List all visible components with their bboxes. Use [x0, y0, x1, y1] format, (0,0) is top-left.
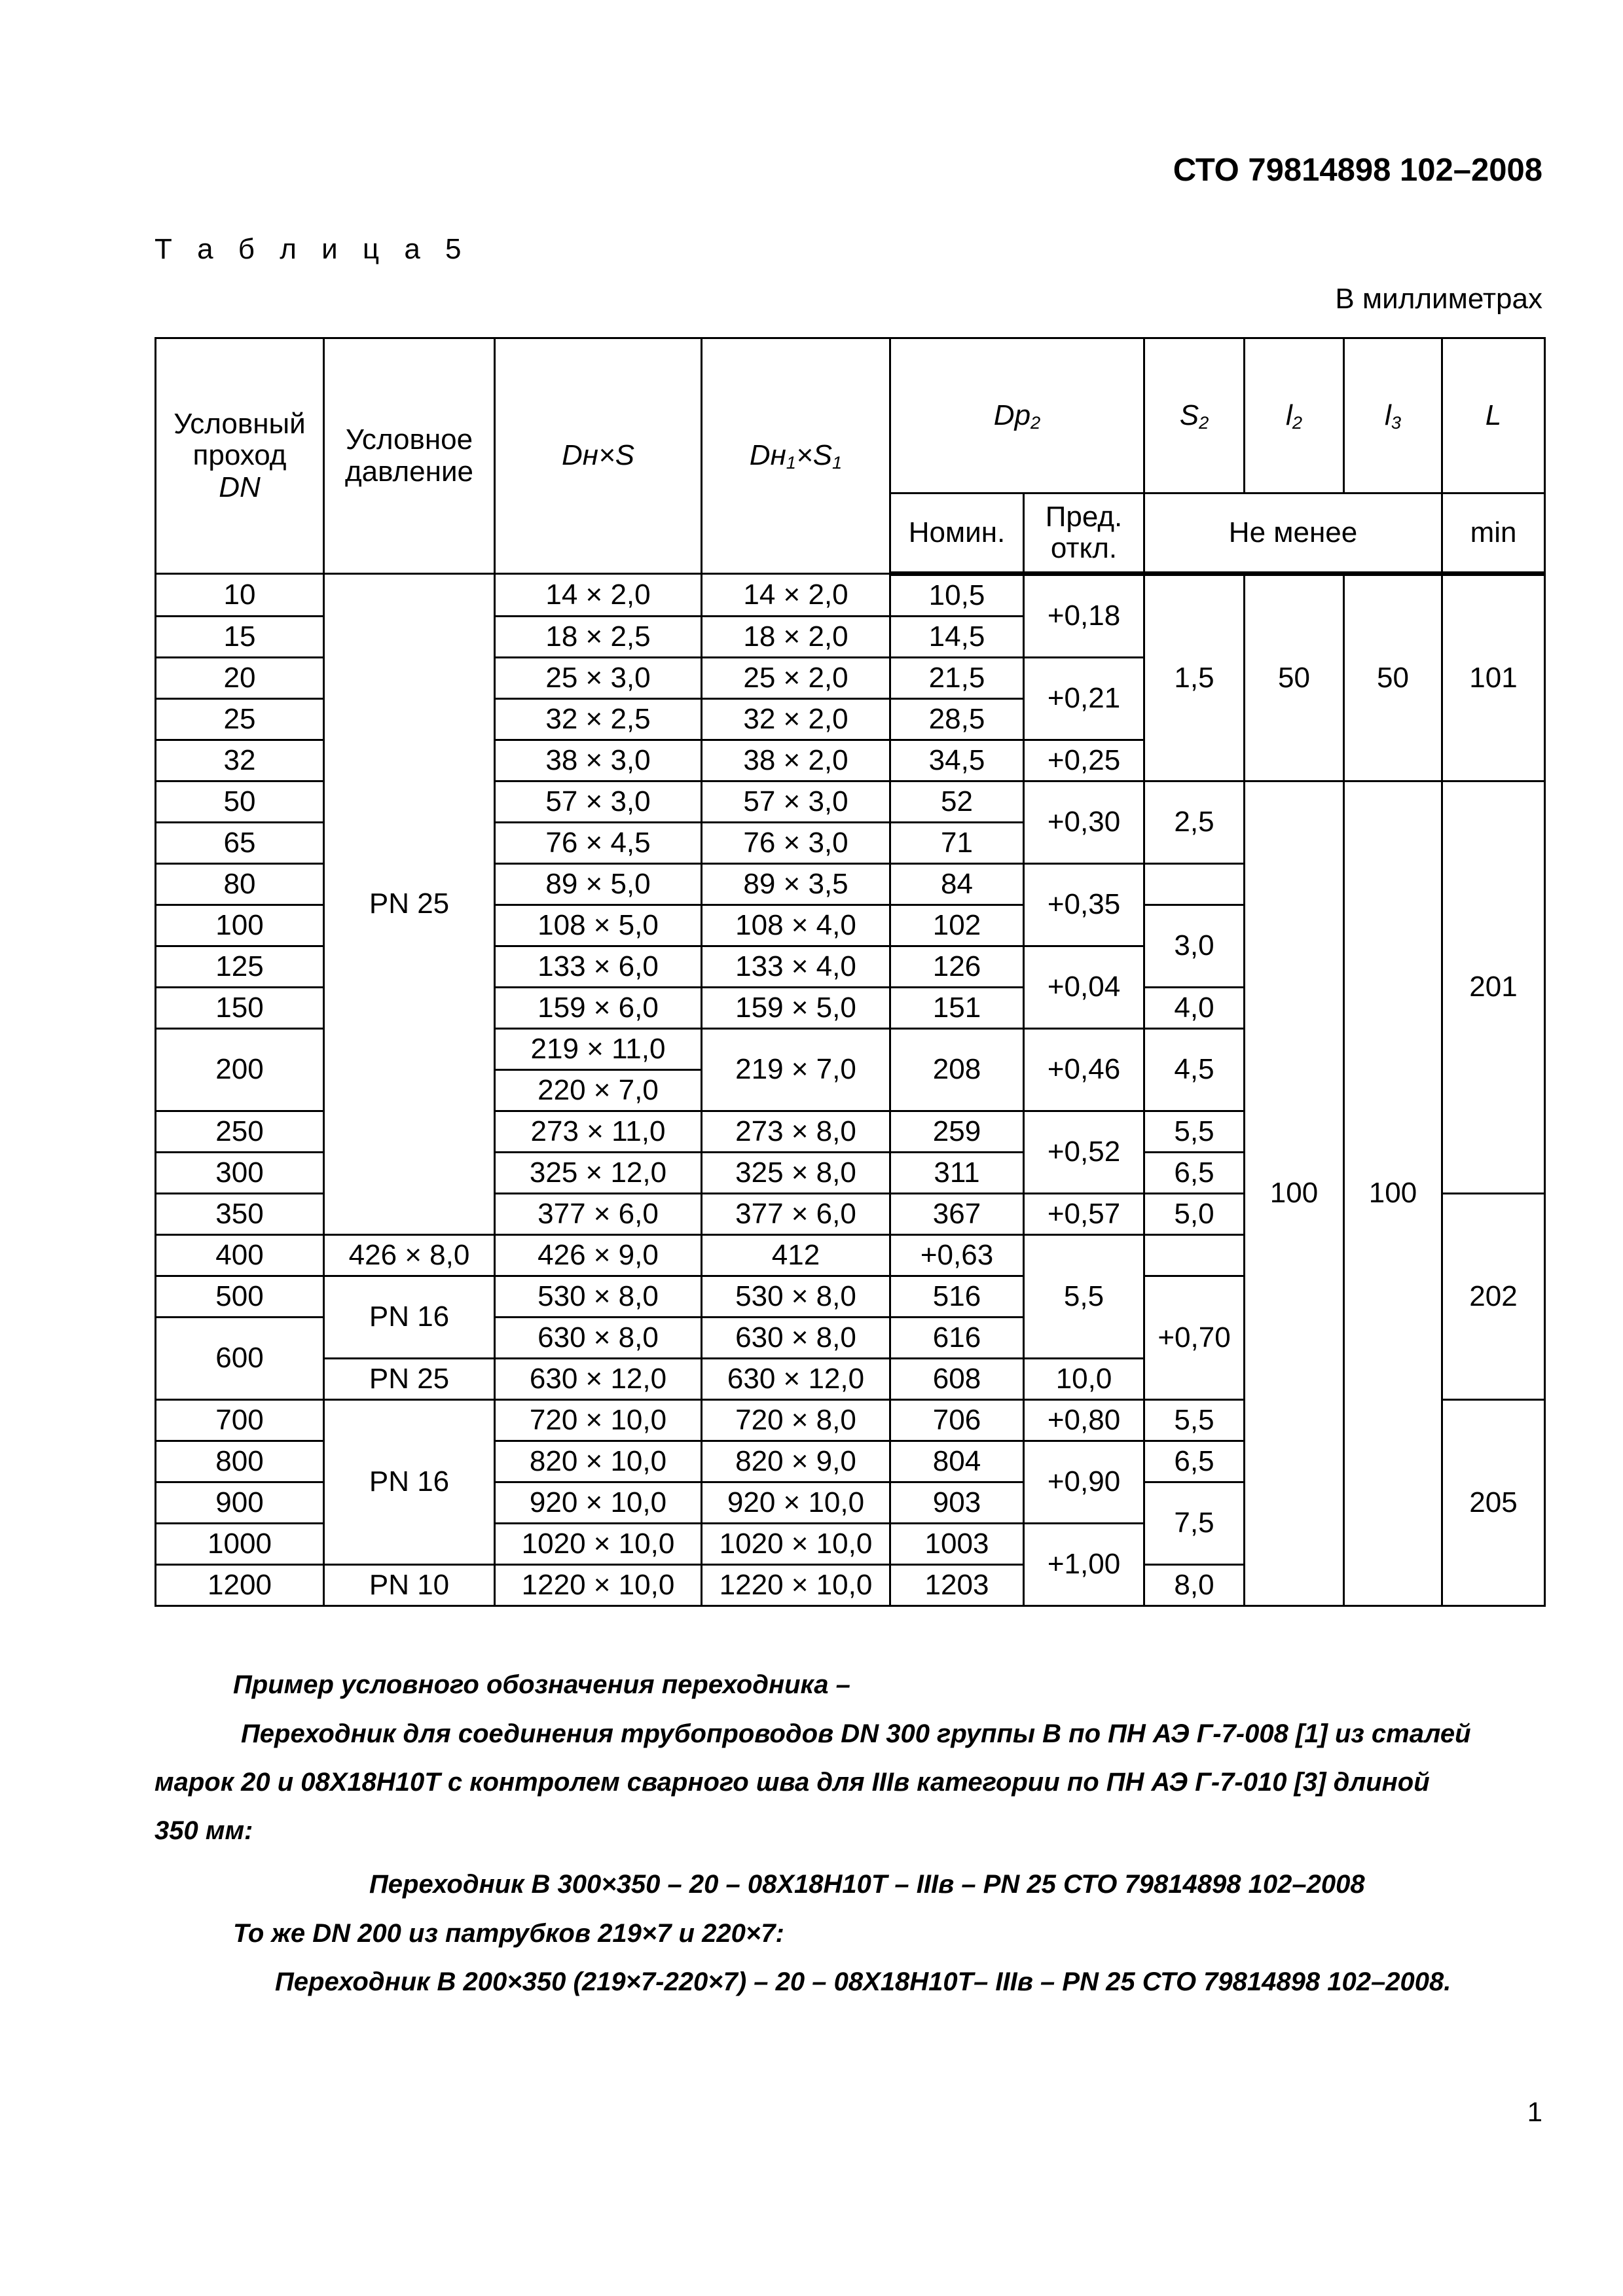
- cell-s2: 8,0: [1144, 1565, 1245, 1606]
- cell-dn1s1: 32 × 2,0: [702, 699, 890, 740]
- cell-dn1s1: 1020 × 10,0: [702, 1524, 890, 1565]
- cell-nomin: 903: [890, 1482, 1024, 1524]
- cell-dns: 220 × 7,0: [495, 1070, 702, 1111]
- cell-dns: 426 × 8,0: [324, 1235, 495, 1276]
- cell-dn: 15: [156, 617, 324, 658]
- header-dn-line1: Условный: [173, 407, 306, 440]
- header-dn: [156, 338, 324, 574]
- cell-dn1s1: 219 × 7,0: [702, 1029, 890, 1111]
- cell-dn: 25: [156, 699, 324, 740]
- cell-dn1s1: 630 × 12,0: [702, 1359, 890, 1400]
- header-dn-line2: проход: [192, 439, 287, 472]
- header-L: L: [1442, 338, 1545, 493]
- cell-pn: PN 25: [324, 574, 495, 1235]
- cell-nomin: 208: [890, 1029, 1024, 1111]
- cell-dn: 500: [156, 1276, 324, 1318]
- header-ne-menee: Не менее: [1144, 493, 1442, 574]
- cell-pn: PN 25: [324, 1359, 495, 1400]
- cell-dn1s1: 530 × 8,0: [702, 1276, 890, 1318]
- cell-nomin: 71: [890, 823, 1024, 864]
- cell-pred: +0,30: [1024, 781, 1144, 864]
- cell-pn: PN 16: [324, 1276, 495, 1359]
- cell-nomin: 34,5: [890, 740, 1024, 781]
- cell-s2: 6,5: [1144, 1153, 1245, 1194]
- header-l3-sub: 3: [1391, 412, 1401, 433]
- note-line-6: То же DN 200 из патрубков 219×7 и 220×7:: [233, 1919, 784, 1948]
- note-line-3: марок 20 и 08Х18Н10Т с контролем сварного шва для IIIв категории по ПН АЭ Г-7-010 [3] длиной: [155, 1768, 1430, 1797]
- cell-dn: 100: [156, 905, 324, 946]
- table-title: Т а б л и ц а 5: [155, 233, 470, 265]
- cell-dns: 273 × 11,0: [495, 1111, 702, 1153]
- cell-s2: 3,0: [1144, 905, 1245, 988]
- header-pred: [1024, 493, 1144, 574]
- cell-dn: 50: [156, 781, 324, 823]
- cell-dn: 32: [156, 740, 324, 781]
- cell-pred: +0,63: [890, 1235, 1024, 1276]
- cell-pred: +0,52: [1024, 1111, 1144, 1194]
- cell-dns: 57 × 3,0: [495, 781, 702, 823]
- page-number: 1: [1527, 2096, 1542, 2127]
- note-designation-1: Переходник В 300×350 – 20 – 08Х18Н10Т – IIIв – PN 25 СТО 79814898 102–2008: [369, 1870, 1365, 1899]
- cell-dns: 720 × 10,0: [495, 1400, 702, 1441]
- header-dp2-sub: 2: [1030, 412, 1041, 433]
- header-pn: [324, 338, 495, 574]
- cell-dns: 530 × 8,0: [495, 1276, 702, 1318]
- cell-s2: 5,5: [1024, 1235, 1144, 1359]
- cell-dn: 700: [156, 1400, 324, 1441]
- header-dn1-s: S: [812, 439, 833, 472]
- header-nomin: Номин.: [890, 493, 1024, 574]
- cell-pred: +0,18: [1024, 574, 1144, 658]
- cell-dns: 920 × 10,0: [495, 1482, 702, 1524]
- cell-nomin: 126: [890, 946, 1024, 988]
- cell-dns: 18 × 2,5: [495, 617, 702, 658]
- cell-s2: 1,5: [1144, 574, 1245, 781]
- header-dp2: [890, 338, 1144, 493]
- cell-dn1s1: 76 × 3,0: [702, 823, 890, 864]
- cell-pred: +0,90: [1024, 1441, 1144, 1524]
- header-l2: [1245, 338, 1344, 493]
- cell-dns: 1020 × 10,0: [495, 1524, 702, 1565]
- cell-s2: 6,5: [1144, 1441, 1245, 1482]
- cell-dn: 800: [156, 1441, 324, 1482]
- cell-nomin: 1203: [890, 1565, 1024, 1606]
- cell-dn1s1: 820 × 9,0: [702, 1441, 890, 1482]
- cell-dns: 325 × 12,0: [495, 1153, 702, 1194]
- cell-dn: 10: [156, 574, 324, 617]
- cell-l3: 50: [1344, 574, 1442, 781]
- cell-pred: +1,00: [1024, 1524, 1144, 1606]
- cell-dns: 108 × 5,0: [495, 905, 702, 946]
- header-pn-line1: Условное: [345, 423, 473, 456]
- cell-nomin: 706: [890, 1400, 1024, 1441]
- header-dn1-sub: 1: [786, 452, 796, 473]
- cell-nomin: 367: [890, 1194, 1024, 1235]
- cell-pred: +0,57: [1024, 1194, 1144, 1235]
- cell-pred: +0,25: [1024, 740, 1144, 781]
- cell-dns: 14 × 2,0: [495, 574, 702, 617]
- cell-dn: 600: [156, 1318, 324, 1400]
- cell-pred: +0,04: [1024, 946, 1144, 1029]
- cell-nomin: 608: [890, 1359, 1024, 1400]
- header-dn1-x: ×: [795, 439, 813, 472]
- cell-dns: 219 × 11,0: [495, 1029, 702, 1070]
- header-dn-s-x: ×: [598, 439, 615, 472]
- header-l3: [1344, 338, 1442, 493]
- cell-dn: 80: [156, 864, 324, 905]
- header-dn-s: [495, 338, 702, 574]
- cell-dn: 20: [156, 658, 324, 699]
- cell-L: 202: [1442, 1194, 1545, 1400]
- header-s2-sub: 2: [1199, 412, 1209, 433]
- table-row: [156, 574, 1545, 617]
- cell-L: 101: [1442, 574, 1545, 781]
- units-label: В миллиметрах: [1335, 283, 1542, 315]
- cell-dn: 900: [156, 1482, 324, 1524]
- header-dn-s-s: S: [615, 439, 635, 472]
- cell-nomin: 28,5: [890, 699, 1024, 740]
- cell-nomin: 151: [890, 988, 1024, 1029]
- header-pred-line1: Пред.: [1045, 500, 1123, 533]
- note-line-4: 350 мм:: [155, 1816, 253, 1845]
- cell-nomin: 804: [890, 1441, 1024, 1482]
- cell-dns: 1220 × 10,0: [495, 1565, 702, 1606]
- cell-dn1s1: 57 × 3,0: [702, 781, 890, 823]
- cell-dn1s1: 25 × 2,0: [702, 658, 890, 699]
- cell-pred: +0,46: [1024, 1029, 1144, 1111]
- cell-l3: 100: [1344, 781, 1442, 1606]
- cell-nomin: 412: [702, 1235, 890, 1276]
- cell-dns: 76 × 4,5: [495, 823, 702, 864]
- cell-nomin: 1003: [890, 1524, 1024, 1565]
- cell-dn1s1: 325 × 8,0: [702, 1153, 890, 1194]
- cell-dn: 65: [156, 823, 324, 864]
- cell-s2: 5,0: [1144, 1194, 1245, 1235]
- cell-s2: 2,5: [1144, 781, 1245, 864]
- cell-nomin: 259: [890, 1111, 1024, 1153]
- cell-dn1s1: 14 × 2,0: [702, 574, 890, 617]
- header-dp2-main: Dp: [993, 399, 1031, 431]
- cell-s2: 4,0: [1144, 988, 1245, 1029]
- note-line-1: Пример условного обозначения переходника –: [233, 1670, 850, 1699]
- cell-dns: 630 × 12,0: [495, 1359, 702, 1400]
- dimensions-table: [155, 337, 1546, 1607]
- cell-dns: 630 × 8,0: [495, 1318, 702, 1359]
- cell-s2: 5,5: [1144, 1400, 1245, 1441]
- cell-s2: 10,0: [1024, 1359, 1144, 1400]
- header-pred-line2: откл.: [1050, 532, 1118, 564]
- cell-dn: 250: [156, 1111, 324, 1153]
- cell-pn: PN 10: [324, 1565, 495, 1606]
- header-dn1-main: Dн: [749, 439, 786, 472]
- cell-dn1s1: 273 × 8,0: [702, 1111, 890, 1153]
- cell-s2: 4,5: [1144, 1029, 1245, 1111]
- cell-s2: 7,5: [1144, 1482, 1245, 1565]
- header-dn-line3: DN: [219, 471, 261, 503]
- cell-dn: 200: [156, 1029, 324, 1111]
- cell-dns: 89 × 5,0: [495, 864, 702, 905]
- cell-pn: PN 16: [324, 1400, 495, 1565]
- cell-dn1s1: 630 × 8,0: [702, 1318, 890, 1359]
- cell-pred: +0,35: [1024, 864, 1144, 946]
- cell-L: 201: [1442, 781, 1545, 1194]
- cell-dn1s1: 89 × 3,5: [702, 864, 890, 905]
- cell-dns: 133 × 6,0: [495, 946, 702, 988]
- cell-dn: 350: [156, 1194, 324, 1235]
- cell-dn1s1: 18 × 2,0: [702, 617, 890, 658]
- cell-dns: 377 × 6,0: [495, 1194, 702, 1235]
- cell-dn: 150: [156, 988, 324, 1029]
- cell-nomin: 84: [890, 864, 1024, 905]
- cell-L: 205: [1442, 1400, 1545, 1606]
- cell-nomin: 21,5: [890, 658, 1024, 699]
- cell-dn1s1: 1220 × 10,0: [702, 1565, 890, 1606]
- header-l3-main: l: [1385, 399, 1391, 431]
- header-s2-main: S: [1179, 399, 1199, 431]
- cell-dn: 125: [156, 946, 324, 988]
- cell-nomin: 10,5: [890, 574, 1024, 617]
- cell-dn1s1: 720 × 8,0: [702, 1400, 890, 1441]
- header-min: min: [1442, 493, 1545, 574]
- document-code: СТО 79814898 102–2008: [1173, 152, 1542, 188]
- cell-nomin: 14,5: [890, 617, 1024, 658]
- header-l2-sub: 2: [1292, 412, 1302, 433]
- cell-dn1s1: 377 × 6,0: [702, 1194, 890, 1235]
- note-designation-2: Переходник В 200×350 (219×7-220×7) – 20 – 08Х18Н10Т– IIIв – PN 25 СТО 79814898 102–2008.: [275, 1967, 1451, 1996]
- cell-nomin: 52: [890, 781, 1024, 823]
- cell-dn1s1: 108 × 4,0: [702, 905, 890, 946]
- cell-dns: 32 × 2,5: [495, 699, 702, 740]
- note-line-2: Переходник для соединения трубопроводов DN 300 группы В по ПН АЭ Г-7-008 [1] из сталей: [241, 1719, 1471, 1748]
- cell-pred: +0,80: [1024, 1400, 1144, 1441]
- header-dn1-s1: [702, 338, 890, 574]
- cell-dn1s1: 920 × 10,0: [702, 1482, 890, 1524]
- header-dn-s-main: Dн: [561, 439, 598, 472]
- cell-nomin: 311: [890, 1153, 1024, 1194]
- cell-dn: 1200: [156, 1565, 324, 1606]
- header-l2-main: l: [1286, 399, 1292, 431]
- cell-nomin: 616: [890, 1318, 1024, 1359]
- cell-dn1s1: 38 × 2,0: [702, 740, 890, 781]
- cell-dns: 820 × 10,0: [495, 1441, 702, 1482]
- cell-dn1s1: 426 × 9,0: [495, 1235, 702, 1276]
- cell-pred: +0,21: [1024, 658, 1144, 740]
- cell-nomin: 102: [890, 905, 1024, 946]
- header-dn1-ssub: 1: [832, 452, 843, 473]
- header-pn-line2: давление: [344, 455, 473, 488]
- cell-dn: 1000: [156, 1524, 324, 1565]
- cell-dn: 300: [156, 1153, 324, 1194]
- cell-dns: 38 × 3,0: [495, 740, 702, 781]
- cell-l2: 50: [1245, 574, 1344, 781]
- cell-nomin: 516: [890, 1276, 1024, 1318]
- cell-s2: 5,5: [1144, 1111, 1245, 1153]
- cell-dns: 25 × 3,0: [495, 658, 702, 699]
- cell-l2: 100: [1245, 781, 1344, 1606]
- cell-dn: 400: [156, 1235, 324, 1276]
- header-s2: [1144, 338, 1245, 493]
- cell-dn1s1: 159 × 5,0: [702, 988, 890, 1029]
- cell-dns: 159 × 6,0: [495, 988, 702, 1029]
- cell-pred: +0,70: [1144, 1276, 1245, 1400]
- cell-dn1s1: 133 × 4,0: [702, 946, 890, 988]
